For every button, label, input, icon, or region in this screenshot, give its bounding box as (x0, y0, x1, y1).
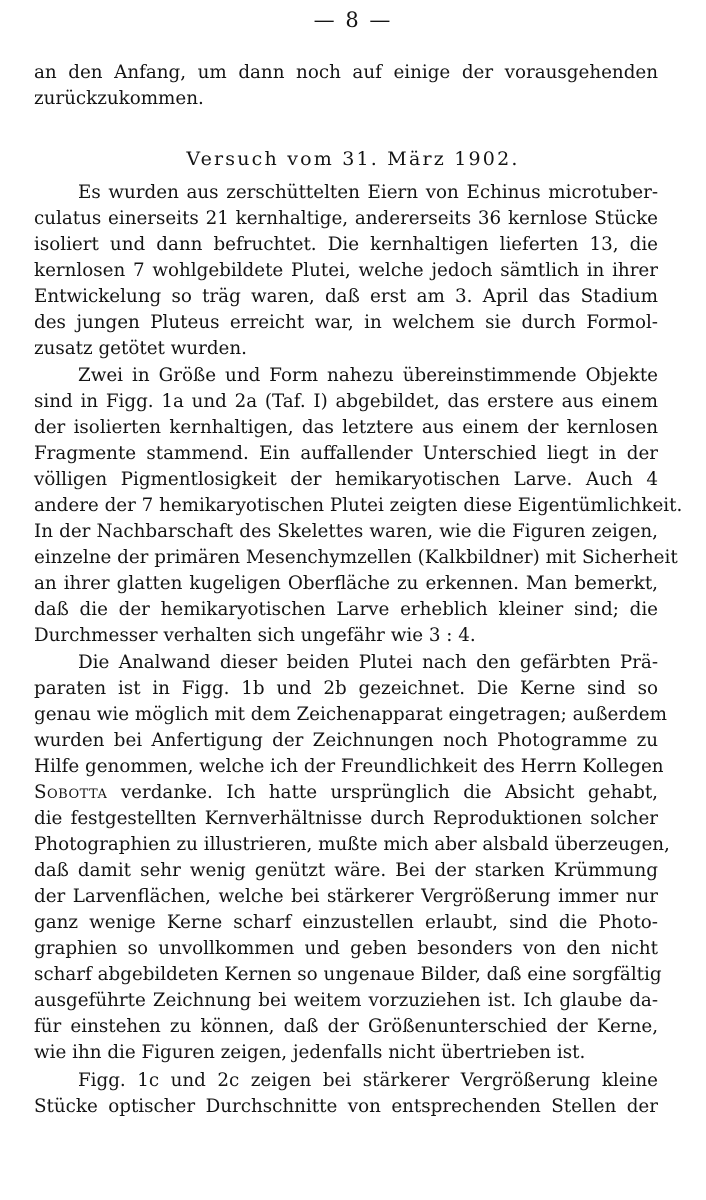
text-line: sind in Figg. 1a und 2a (Taf. I) abgebildet, das erstere aus einem (34, 391, 658, 412)
author-name: Sobotta (34, 782, 108, 803)
text-line: Photographien zu illustrieren, mußte mich aber alsbald überzeugen, (34, 834, 670, 855)
text-line: der isolierten kernhaltigen, das letztere aus einem der kernlosen (34, 417, 658, 438)
text-line: völligen Pigmentlosigkeit der hemikaryotischen Larve. Auch 4 (34, 469, 658, 490)
text-line (34, 780, 658, 806)
text-line: Die Analwand dieser beiden Plutei nach den gefärbten Prä- (78, 652, 658, 673)
text-line: des jungen Pluteus erreicht war, in welchem sie durch Formol- (34, 312, 658, 333)
text-line: ausgeführte Zeichnung bei weitem vorzuziehen ist. Ich glaube da- (34, 990, 658, 1011)
text-line: ganz wenige Kerne scharf einzustellen erlaubt, sind die Photo- (34, 912, 658, 933)
text-line: scharf abgebildeten Kernen so ungenaue Bilder, daß eine sorgfältig (34, 964, 662, 985)
text-line: wurden bei Anfertigung der Zeichnungen noch Photogramme zu (34, 730, 658, 751)
text-line: graphien so unvollkommen und geben besonders von den nicht (34, 938, 658, 959)
text-line: daß damit sehr wenig genützt wäre. Bei der starken Krümmung (34, 860, 658, 881)
text-line: andere der 7 hemikaryotischen Plutei zeigten diese Eigentümlichkeit. (34, 495, 683, 516)
text-line: Figg. 1c und 2c zeigen bei stärkerer Vergrößerung kleine (78, 1070, 658, 1091)
text-line: Hilfe genommen, welche ich der Freundlichkeit des Herrn Kollegen (34, 756, 664, 777)
text-line: zusatz getötet wurden. (34, 338, 247, 359)
text-line: für einstehen zu können, daß der Größenunterschied der Kerne, (34, 1016, 658, 1037)
text-line: die festgestellten Kernverhältnisse durch Reproduktionen solcher (34, 808, 658, 829)
text-line: einzelne der primären Mesenchymzellen (Kalkbildner) mit Sicherheit (34, 547, 678, 568)
text-line: Stücke optischer Durchschnitte von entsprechenden Stellen der (34, 1096, 658, 1117)
text-line: daß die der hemikaryotischen Larve erheblich kleiner sind; die (34, 599, 658, 620)
text-line: Entwickelung so träg waren, daß erst am 3. April das Stadium (34, 286, 658, 307)
text-line: der Larvenflächen, welche bei stärkerer Vergrößerung immer nur (34, 886, 658, 907)
text-line: genau wie möglich mit dem Zeichenapparat eingetragen; außerdem (34, 704, 667, 725)
page-number: — 8 — (313, 8, 393, 32)
section-heading: Versuch vom 31. März 1902. (186, 148, 520, 170)
text-line: In der Nachbarschaft des Skelettes waren, wie die Figuren zeigen, (34, 521, 658, 542)
text-line: Fragmente stammend. Ein auffallender Unterschied liegt in der (34, 443, 658, 464)
text-span: verdanke. Ich hatte ursprünglich die Absicht gehabt, (107, 782, 658, 803)
text-line: an ihrer glatten kugeligen Oberfläche zu erkennen. Man bemerkt, (34, 573, 658, 594)
text-line: kernlosen 7 wohlgebildete Plutei, welche jedoch sämtlich in ihrer (34, 260, 658, 281)
text-line: isoliert und dann befruchtet. Die kernhaltigen lieferten 13, die (34, 234, 658, 255)
text-line: an den Anfang, um dann noch auf einige der vorausgehenden (34, 62, 658, 83)
text-line: paraten ist in Figg. 1b und 2b gezeichnet. Die Kerne sind so (34, 678, 658, 699)
text-line: Durchmesser verhalten sich ungefähr wie 3 : 4. (34, 625, 476, 646)
text-line: wie ihn die Figuren zeigen, jedenfalls nicht übertrieben ist. (34, 1042, 586, 1063)
text-line: zurückzukommen. (34, 88, 204, 109)
text-line: Zwei in Größe und Form nahezu übereinstimmende Objekte (78, 365, 658, 386)
text-line: culatus einerseits 21 kernhaltige, andererseits 36 kernlose Stücke (34, 208, 658, 229)
text-line: Es wurden aus zerschüttelten Eiern von Echinus microtuber- (78, 182, 658, 203)
